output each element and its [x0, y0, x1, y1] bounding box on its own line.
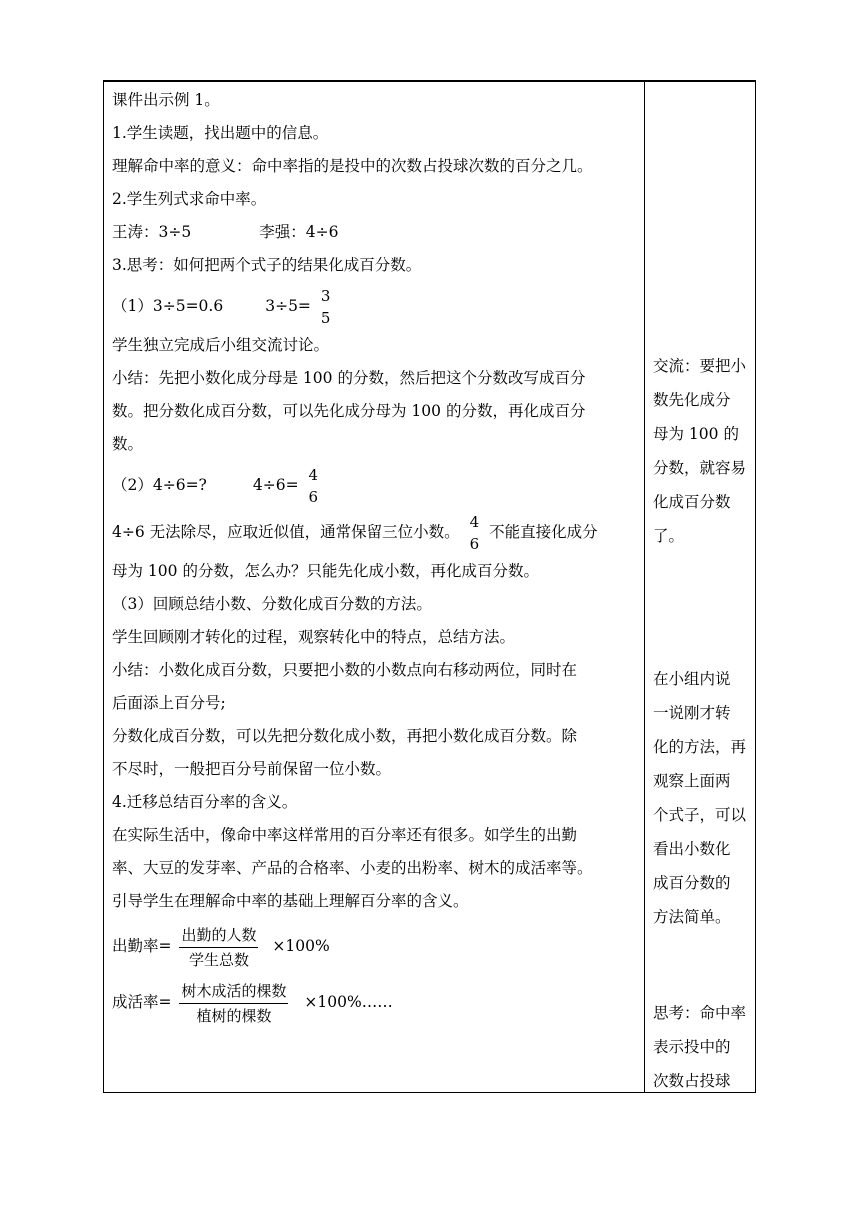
note-line: 看出小数化	[653, 840, 731, 858]
text-line: 2.学生列式求命中率。	[112, 190, 267, 208]
text-line: 引导学生在理解命中率的基础上理解百分率的含义。	[112, 892, 469, 910]
note-line: 一说刚才转	[653, 704, 731, 722]
text-line: 小结：小数化成百分数，只要把小数的小数点向右移动两位，同时在	[112, 661, 578, 679]
expression-line	[112, 216, 638, 249]
column-divider	[644, 82, 645, 1093]
fraction-numerator: 3	[320, 287, 331, 305]
note-line: 方法简单。	[653, 908, 731, 926]
text-line: （3）回顾总结小数、分数化成百分数的方法。	[112, 595, 432, 613]
text-line: 率、大豆的发芽率、产品的合格率、小麦的出粉率、树木的成活率等。	[112, 859, 593, 877]
formula-label: 成活率=	[112, 993, 172, 1011]
note-line: 分数，就容易	[653, 459, 747, 477]
note-thinking	[653, 996, 749, 1098]
text-line: 数。把分数化成百分数，可以先化成分母为 100 的分数，再化成百分	[112, 402, 586, 420]
formula-multiplier: ×100%	[272, 937, 330, 955]
fraction-denominator: 6	[308, 488, 319, 506]
attendance-rate-formula	[112, 918, 638, 974]
survival-fraction	[179, 979, 288, 1028]
text-line: 学生回顾刚才转化的过程，观察转化中的特点，总结方法。	[112, 628, 516, 646]
text-line: 数。	[112, 435, 144, 453]
text-line: 小结：先把小数化成分母是 100 的分数，然后把这个分数改写成百分	[112, 369, 586, 387]
example-2-fraction-label: 4÷6=	[252, 476, 299, 494]
note-line: 化的方法，再	[653, 738, 747, 756]
text-line: 在实际生活中，像命中率这样常用的百分率还有很多。如学生的出勤	[112, 826, 578, 844]
note-line: 观察上面两	[653, 772, 731, 790]
example-1-decimal: （1）3÷5=0.6	[112, 297, 224, 315]
note-line: 母为 100 的	[653, 425, 739, 443]
expression-wangtao: 王涛：3÷5	[112, 223, 192, 241]
text-line: 不尽时，一般把百分号前保留一位小数。	[112, 760, 392, 778]
note-line: 表示投中的	[653, 1038, 731, 1056]
fraction-numerator: 4	[469, 513, 480, 531]
note-group-discussion	[653, 662, 749, 934]
text-line: 母为 100 的分数，怎么办？只能先化成小数，再化成百分数。	[112, 562, 539, 580]
note-line: 思考：命中率	[653, 1004, 747, 1022]
fraction-numerator: 树木成活的棵数	[179, 979, 288, 1004]
example-1-line	[112, 284, 638, 329]
fraction-4-over-6	[307, 464, 321, 508]
text-line: 4.迁移总结百分率的含义。	[112, 793, 298, 811]
formula-label: 出勤率=	[112, 937, 172, 955]
text-line: 分数化成百分数，可以先把分数化成小数，再把小数化成百分数。除	[112, 727, 578, 745]
text-line: 学生独立完成后小组交流讨论。	[112, 336, 330, 354]
note-line: 了。	[653, 527, 685, 545]
attendance-fraction	[179, 923, 258, 972]
note-line: 化成百分数	[653, 493, 731, 511]
design-notes-column	[653, 84, 749, 1090]
fraction-numerator: 出勤的人数	[179, 923, 258, 948]
text-line: 3.思考：如何把两个式子的结果化成百分数。	[112, 256, 422, 274]
text-line: 理解命中率的意义：命中率指的是投中的次数占投球次数的百分之几。	[112, 157, 593, 175]
note-line: 个式子，可以	[653, 806, 747, 824]
text-line: 1.学生读题，找出题中的信息。	[112, 124, 329, 142]
note-line: 成百分数的	[653, 874, 731, 892]
approximation-text: 4÷6 无法除尽，应取近似值，通常保留三位小数。	[112, 523, 460, 541]
fraction-denominator: 5	[320, 309, 331, 327]
approximation-text-tail: 不能直接化成分	[489, 523, 598, 541]
expression-liqiang: 李强：4÷6	[259, 223, 339, 241]
fraction-3-over-5	[319, 285, 333, 329]
text-line: 课件出示例 1。	[112, 91, 220, 109]
note-line: 在小组内说	[653, 670, 731, 688]
fraction-4-over-6-inline	[468, 511, 482, 555]
text-line: 后面添上百分号;	[112, 694, 226, 712]
note-line: 数先化成分	[653, 391, 731, 409]
note-line: 次数占投球	[653, 1072, 731, 1090]
approximation-line	[112, 510, 638, 555]
fraction-denominator: 植树的棵数	[196, 1006, 272, 1025]
fraction-denominator: 学生总数	[188, 950, 249, 969]
fraction-denominator: 6	[469, 535, 480, 553]
note-exchange	[653, 349, 749, 553]
formula-multiplier: ×100%……	[304, 993, 393, 1011]
teaching-process-column	[112, 84, 638, 1030]
example-2-expression: （2）4÷6=?	[112, 476, 207, 494]
fraction-numerator: 4	[308, 466, 319, 484]
note-line: 交流：要把小	[653, 357, 747, 375]
survival-rate-formula	[112, 974, 638, 1030]
example-1-fraction-label: 3÷5=	[265, 297, 311, 315]
example-2-line	[112, 463, 638, 508]
